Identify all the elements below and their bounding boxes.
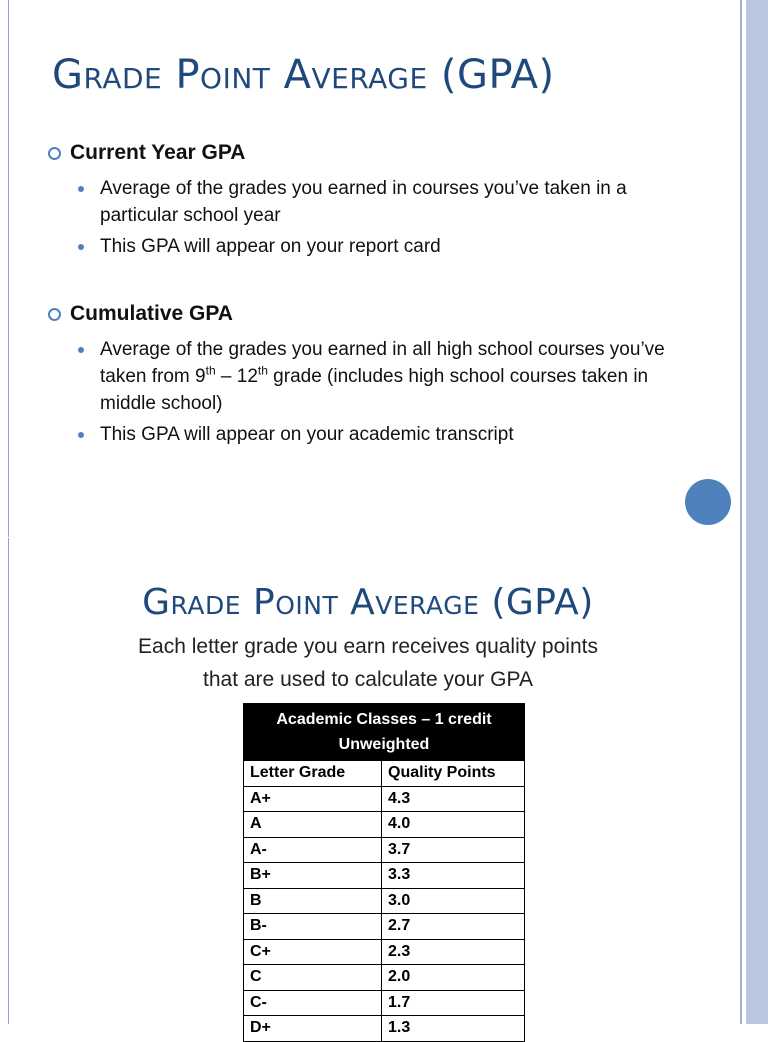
bullet-text: Average of the grades you earned in courses you’ve taken in a particular school year xyxy=(100,178,627,226)
table-row xyxy=(244,888,525,914)
table-row xyxy=(244,990,525,1016)
slide-2-title: Grade Point Average (GPA) xyxy=(142,582,594,623)
dot-bullet-icon xyxy=(78,347,84,353)
grade-cell: C+ xyxy=(244,939,382,965)
section-heading: Current Year GPA xyxy=(70,141,246,164)
table-header xyxy=(244,704,525,761)
points-cell: 2.0 xyxy=(382,965,525,991)
bullet-text: This GPA will appear on your report card xyxy=(100,236,441,257)
points-cell: 3.0 xyxy=(382,888,525,914)
table-row xyxy=(244,812,525,838)
grade-cell: A- xyxy=(244,837,382,863)
column-header-quality-points: Quality Points xyxy=(382,761,525,787)
table-row xyxy=(244,914,525,940)
points-cell: 4.0 xyxy=(382,812,525,838)
intro-line-2: that are used to calculate your GPA xyxy=(203,668,533,691)
dot-bullet-icon xyxy=(78,432,84,438)
points-cell: 2.7 xyxy=(382,914,525,940)
circle-ornament xyxy=(685,479,731,525)
bullet-item xyxy=(78,421,678,448)
column-header-letter-grade: Letter Grade xyxy=(244,761,382,787)
points-cell: 2.3 xyxy=(382,939,525,965)
section-cumulative-gpa xyxy=(48,302,233,326)
dot-bullet-icon xyxy=(78,186,84,192)
intro-text xyxy=(0,630,736,696)
table-row xyxy=(244,786,525,812)
points-cell: 3.3 xyxy=(382,863,525,889)
slide-side-band xyxy=(736,0,768,1024)
grade-cell: B+ xyxy=(244,863,382,889)
table-header-line-2: Unweighted xyxy=(338,736,430,753)
table-column-headers xyxy=(244,761,525,787)
intro-line-1: Each letter grade you earn receives quality points xyxy=(138,635,598,658)
grade-cell: A+ xyxy=(244,786,382,812)
superscript: th xyxy=(205,363,216,378)
table-row xyxy=(244,863,525,889)
points-cell: 1.3 xyxy=(382,1016,525,1042)
table-row xyxy=(244,965,525,991)
bullet-text-part: – 12 xyxy=(215,366,258,387)
grade-cell: B xyxy=(244,888,382,914)
points-cell: 1.7 xyxy=(382,990,525,1016)
grade-cell: D+ xyxy=(244,1016,382,1042)
bullet-text-part: grade (includes high school courses taken in middle school) xyxy=(100,366,649,414)
bullet-text-part: Average of the grades you earned in all high school courses you’ve taken from 9 xyxy=(100,339,665,387)
slide-divider xyxy=(0,537,736,538)
superscript: th xyxy=(257,363,268,378)
table-row xyxy=(244,939,525,965)
table-header-line-1: Academic Classes – 1 credit xyxy=(276,711,492,728)
ring-bullet-icon xyxy=(48,147,61,160)
grade-cell: A xyxy=(244,812,382,838)
section-current-year-gpa xyxy=(48,141,245,165)
slide-1-title: Grade Point Average (GPA) xyxy=(52,52,555,98)
bullet-text: This GPA will appear on your academic transcript xyxy=(100,424,514,445)
dot-bullet-icon xyxy=(78,244,84,250)
ring-bullet-icon xyxy=(48,308,61,321)
grade-cell: B- xyxy=(244,914,382,940)
bullet-text xyxy=(100,336,678,417)
table-row xyxy=(244,837,525,863)
points-cell: 3.7 xyxy=(382,837,525,863)
grade-cell: C- xyxy=(244,990,382,1016)
quality-points-table xyxy=(243,703,525,1042)
page-edge-line xyxy=(8,0,9,1024)
table-row xyxy=(244,1016,525,1042)
bullet-item xyxy=(78,336,678,417)
bullet-item xyxy=(78,233,678,260)
points-cell: 4.3 xyxy=(382,786,525,812)
section-heading: Cumulative GPA xyxy=(70,302,233,325)
bullet-item xyxy=(78,175,678,229)
grade-cell: C xyxy=(244,965,382,991)
